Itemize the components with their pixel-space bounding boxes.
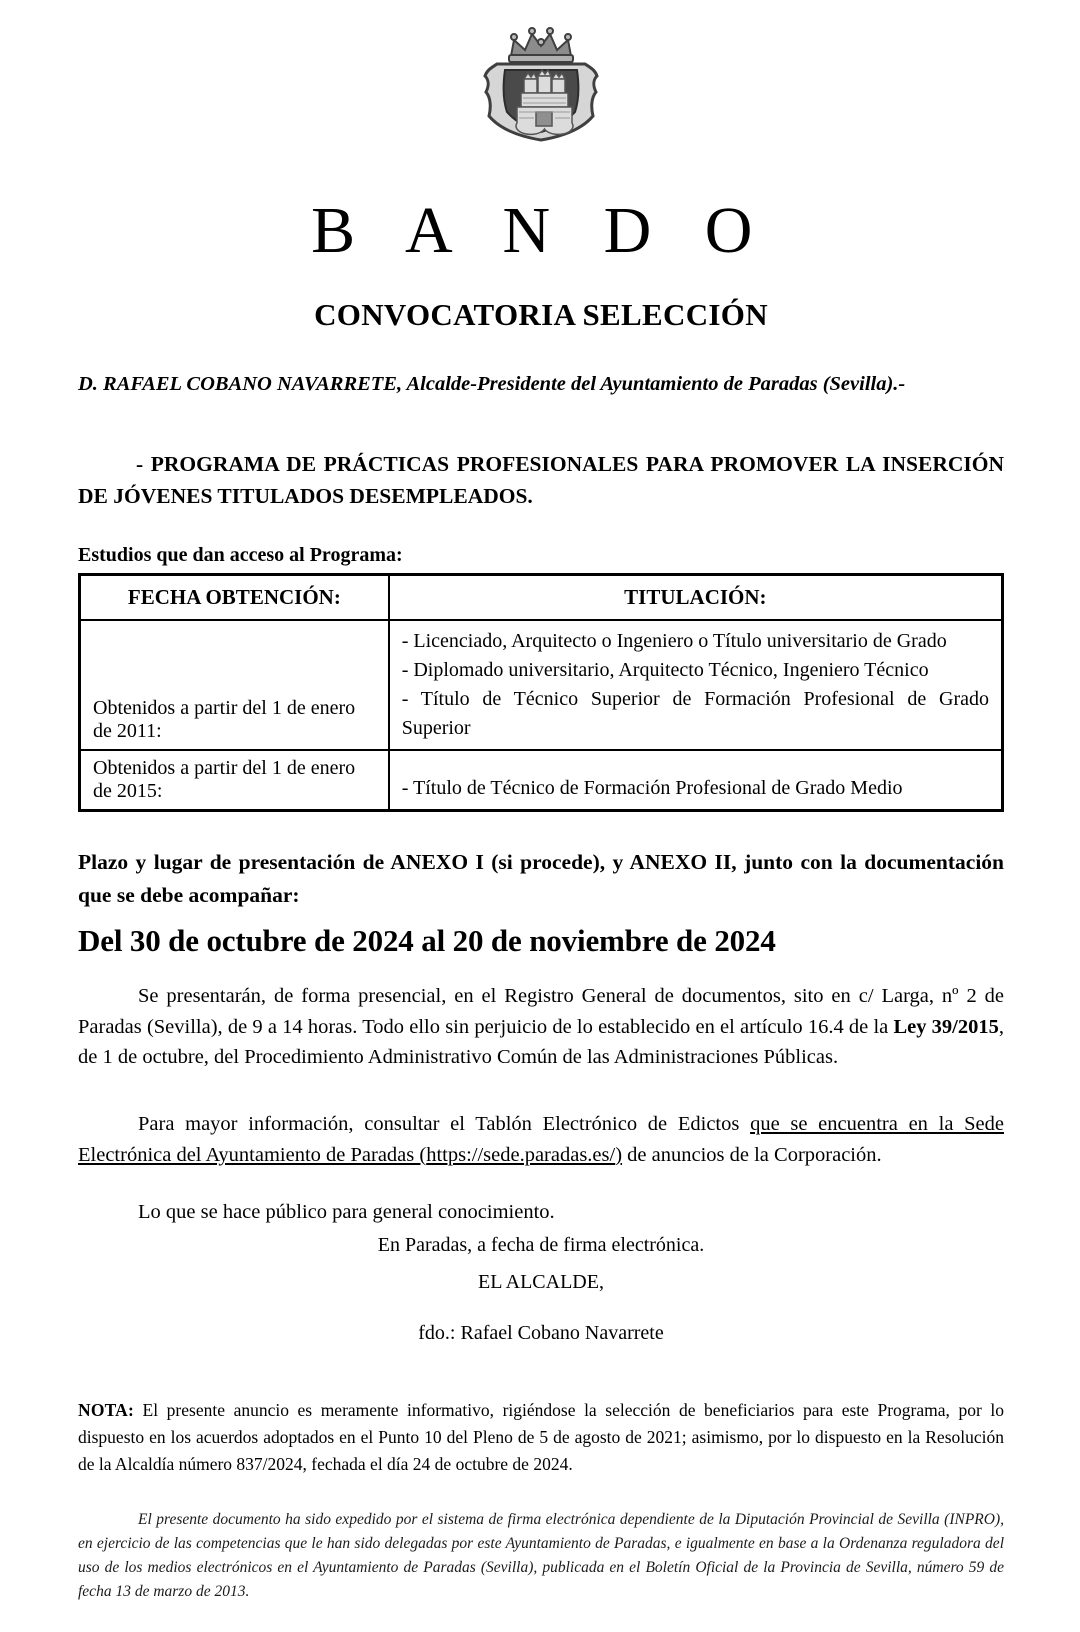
info-underlined-post: ) bbox=[615, 1143, 623, 1166]
presentation-paragraph bbox=[78, 981, 1004, 1073]
electronic-signature-footer: El presente documento ha sido expedido por el sistema de firma electrónica dependiente de la Diputación Provincial de Sevilla (INPRO), en ejercicio de las competencias que le han sido delegadas por este Ayuntamiento de Paradas, e igualmente en base a la Ordenanza reguladora del uso de los medios electrónicos en el Ayuntamiento de Paradas (Sevilla), publicada en el Boletín Oficial de la Provincia de Sevilla, número 59 de fecha 13 de marzo de 2013. bbox=[78, 1511, 1004, 1601]
sede-electronica-link[interactable]: https://sede.paradas.es/ bbox=[426, 1143, 616, 1166]
access-table-intro: Estudios que dan acceso al Programa: bbox=[78, 544, 403, 567]
crest-container bbox=[78, 24, 1004, 147]
signature-role-line: EL ALCALDE, bbox=[478, 1270, 604, 1293]
nota-label: NOTA: bbox=[78, 1399, 134, 1420]
presentation-text-1: Se presentarán, de forma presencial, en el Registro General de documentos, sito en c/ Larga, nº 2 de Paradas (Sevilla), de 9 a 14 horas. Todo ello sin perjuicio de lo establecido en el artículo 16.4 de la bbox=[78, 984, 1004, 1038]
row1-titles bbox=[389, 620, 1003, 750]
presentation-text-2: , de 1 de octubre, del Procedimiento Administrativo Común de las Administraciones Públicas. bbox=[78, 1015, 1004, 1069]
table-row bbox=[80, 750, 1003, 811]
row1-title-2: - Diplomado universitario, Arquitecto Técnico, Ingeniero Técnico bbox=[401, 659, 929, 682]
public-notice-line: Lo que se hace público para general conocimiento. bbox=[138, 1200, 555, 1223]
row1-title-1: - Licenciado, Arquitecto o Ingeniero o Título universitario de Grado bbox=[401, 630, 947, 653]
row2-date: Obtenidos a partir del 1 de enero de 2015: bbox=[80, 750, 389, 811]
program-heading: - PROGRAMA DE PRÁCTICAS PROFESIONALES PARA PROMOVER LA INSERCIÓN DE JÓVENES TITULADOS DESEMPLEADOS. bbox=[78, 451, 1004, 509]
row1-title-3: - Título de Técnico Superior de Formación Profesional de Grado Superior bbox=[401, 688, 989, 740]
issuer-line: D. RAFAEL COBANO NAVARRETE, Alcalde-Presidente del Ayuntamiento de Paradas (Sevilla).- bbox=[78, 372, 906, 395]
table-header-row bbox=[80, 575, 1003, 621]
header-titulacion: TITULACIÓN: bbox=[389, 575, 1003, 621]
table-row bbox=[80, 620, 1003, 750]
nota-paragraph bbox=[78, 1397, 1004, 1478]
row2-titles bbox=[389, 750, 1003, 811]
header-fecha-obtencion: FECHA OBTENCIÓN: bbox=[80, 575, 389, 621]
signature-name-line: fdo.: Rafael Cobano Navarrete bbox=[418, 1321, 664, 1344]
deadline-heading: Plazo y lugar de presentación de ANEXO I (si procede), y ANEXO II, junto con la documentación que se debe acompañar: bbox=[78, 850, 1004, 907]
coat-of-arms-icon bbox=[477, 24, 605, 142]
signature-place-line: En Paradas, a fecha de firma electrónica. bbox=[377, 1233, 705, 1256]
access-table bbox=[78, 573, 1004, 812]
page-subtitle: CONVOCATORIA SELECCIÓN bbox=[314, 296, 768, 332]
row1-date: Obtenidos a partir del 1 de enero de 2011: bbox=[80, 620, 389, 750]
nota-text: El presente anuncio es meramente informativo, rigiéndose la selección de beneficiarios para este Programa, por lo dispuesto en los acuerdos adoptados en el Punto 10 del Pleno de 5 de agosto de 2021; asimismo, por lo dispuesto en la Resolución de la Alcaldía número 837/2024, fechada el día 24 de octubre de 2024. bbox=[78, 1399, 1004, 1474]
info-text-2: de anuncios de la Corporación. bbox=[622, 1143, 882, 1166]
info-underlined-pre: que se encuentra en la Sede Electrónica del Ayuntamiento de Paradas ( bbox=[78, 1113, 1004, 1166]
page-title: B A N D O bbox=[311, 194, 771, 267]
row2-title-1: - Título de Técnico de Formación Profesional de Grado Medio bbox=[401, 777, 903, 800]
deadline-date-range: Del 30 de octubre de 2024 al 20 de noviembre de 2024 bbox=[78, 922, 776, 958]
info-paragraph bbox=[78, 1109, 1004, 1171]
law-reference: Ley 39/2015 bbox=[893, 1015, 999, 1038]
info-text-1: Para mayor información, consultar el Tablón Electrónico de Edictos bbox=[138, 1113, 751, 1136]
